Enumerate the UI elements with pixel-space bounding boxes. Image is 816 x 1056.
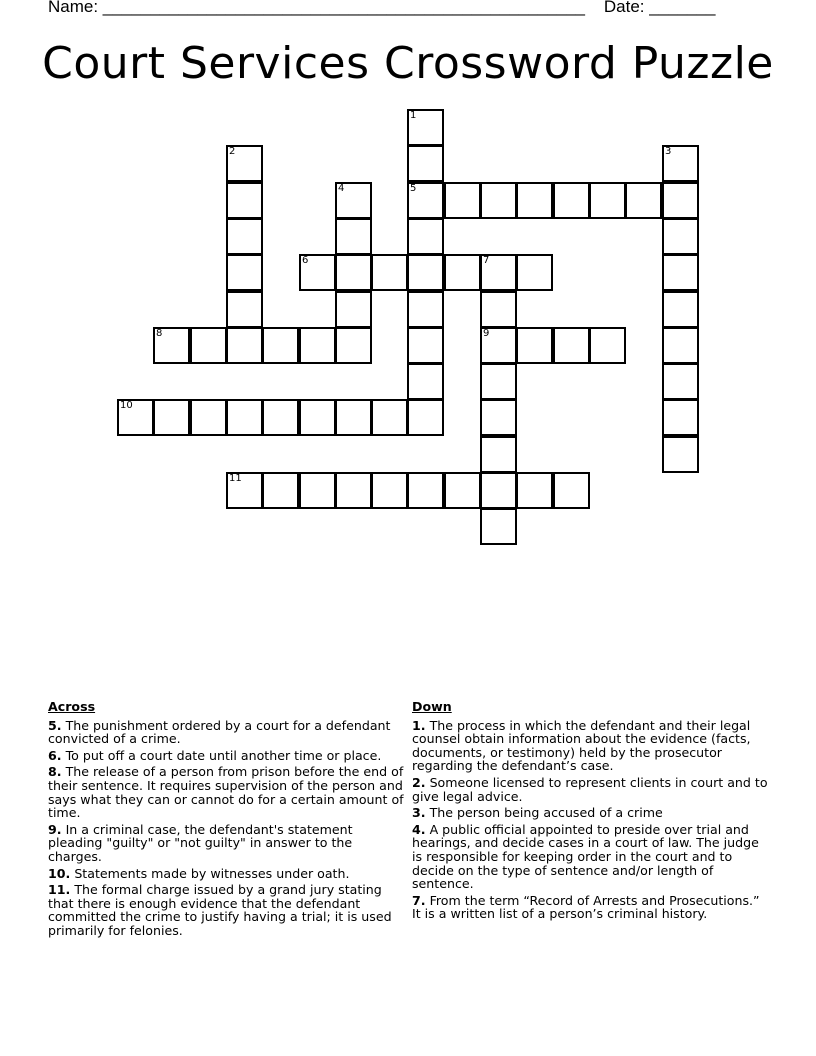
grid-cell[interactable] <box>226 182 263 219</box>
clue-number: 2. <box>412 774 426 790</box>
grid-cell[interactable] <box>516 472 553 509</box>
grid-cell[interactable] <box>299 399 336 436</box>
grid-cell[interactable] <box>226 327 263 364</box>
grid-cell[interactable] <box>153 327 190 364</box>
grid-cell[interactable] <box>371 254 408 291</box>
grid-cell[interactable] <box>335 291 372 328</box>
clue-number: 5. <box>48 717 62 733</box>
cell-number: 9 <box>483 328 490 339</box>
cell-number: 4 <box>338 183 345 194</box>
grid-cell[interactable] <box>190 327 227 364</box>
cell-number: 6 <box>302 255 309 266</box>
grid-cell[interactable] <box>662 291 699 328</box>
grid-cell[interactable] <box>299 327 336 364</box>
grid-cell[interactable] <box>553 472 590 509</box>
cell-number: 10 <box>120 400 133 411</box>
grid-cell[interactable] <box>190 399 227 436</box>
clue-text: To put off a court date until another time or place. <box>61 747 382 763</box>
grid-cell[interactable] <box>516 327 553 364</box>
grid-cell[interactable] <box>662 327 699 364</box>
grid-cell[interactable] <box>226 472 263 509</box>
clue-down-1 <box>412 719 768 773</box>
grid-cell[interactable] <box>516 254 553 291</box>
clue-number: 9. <box>48 821 62 837</box>
grid-cell[interactable] <box>662 145 699 182</box>
grid-cell[interactable] <box>335 327 372 364</box>
grid-cell[interactable] <box>516 182 553 219</box>
clue-down-7 <box>412 894 768 921</box>
grid-cell[interactable] <box>226 218 263 255</box>
grid-cell[interactable] <box>335 399 372 436</box>
grid-cell[interactable] <box>262 472 299 509</box>
grid-cell[interactable] <box>407 291 444 328</box>
grid-cell[interactable] <box>407 363 444 400</box>
grid-cell[interactable] <box>480 508 517 545</box>
grid-cell[interactable] <box>662 399 699 436</box>
grid-cell[interactable] <box>589 182 626 219</box>
grid-cell[interactable] <box>262 399 299 436</box>
clue-text: In a criminal case, the defendant's statement pleading "guilty" or "not guilty" in answer to the charges. <box>48 821 353 864</box>
grid-cell[interactable] <box>662 436 699 473</box>
grid-cell[interactable] <box>662 182 699 219</box>
grid-cell[interactable] <box>226 291 263 328</box>
grid-cell[interactable] <box>299 472 336 509</box>
grid-cell[interactable] <box>407 327 444 364</box>
clue-down-3 <box>412 806 768 820</box>
grid-cell[interactable] <box>153 399 190 436</box>
grid-cell[interactable] <box>480 363 517 400</box>
clue-number: 8. <box>48 764 62 780</box>
grid-cell[interactable] <box>589 327 626 364</box>
clue-across-5 <box>48 719 404 746</box>
clue-number: 3. <box>412 805 426 821</box>
clue-across-9 <box>48 823 404 864</box>
grid-cell[interactable] <box>553 182 590 219</box>
grid-cell[interactable] <box>480 399 517 436</box>
grid-cell[interactable] <box>480 254 517 291</box>
cell-number: 2 <box>229 146 236 157</box>
grid-cell[interactable] <box>480 436 517 473</box>
grid-cell[interactable] <box>335 472 372 509</box>
grid-cell[interactable] <box>444 472 481 509</box>
down-heading: Down <box>412 699 452 714</box>
grid-cell[interactable] <box>480 182 517 219</box>
grid-cell[interactable] <box>662 363 699 400</box>
cell-number: 3 <box>665 146 672 157</box>
clue-number: 6. <box>48 747 62 763</box>
across-heading: Across <box>48 699 96 714</box>
clue-text: A public official appointed to preside over trial and hearings, and decide cases in a court of law. The judge is responsible for keeping order in the court and to decide on the type of sentence and/or length of sentence. <box>412 821 759 892</box>
clue-number: 11. <box>48 882 71 898</box>
cell-number: 1 <box>410 110 417 121</box>
clue-text: The release of a person from prison before the end of their sentence. It requires supervision of the person and says what they can or cannot do for a certain amount of time. <box>48 764 404 821</box>
grid-cell[interactable] <box>407 472 444 509</box>
clue-across-8 <box>48 765 404 819</box>
cell-number: 7 <box>483 255 490 266</box>
grid-cell[interactable] <box>407 182 444 219</box>
grid-cell[interactable] <box>117 399 154 436</box>
grid-cell[interactable] <box>407 254 444 291</box>
grid-cell[interactable] <box>553 327 590 364</box>
grid-cell[interactable] <box>662 218 699 255</box>
grid-cell[interactable] <box>407 218 444 255</box>
grid-cell[interactable] <box>407 399 444 436</box>
grid-cell[interactable] <box>335 182 372 219</box>
grid-cell[interactable] <box>371 472 408 509</box>
clue-down-4 <box>412 823 768 891</box>
clue-text: The formal charge issued by a grand jury stating that there is enough evidence that the defendant committed the crime to justify having a trial; it is used primarily for felonies. <box>48 882 392 938</box>
grid-cell[interactable] <box>444 182 481 219</box>
clue-across-11 <box>48 883 404 937</box>
clue-number: 10. <box>48 865 71 881</box>
grid-cell[interactable] <box>625 182 662 219</box>
grid-cell[interactable] <box>335 254 372 291</box>
cell-number: 8 <box>156 328 163 339</box>
grid-cell[interactable] <box>262 327 299 364</box>
grid-cell[interactable] <box>662 254 699 291</box>
clue-text: The punishment ordered by a court for a defendant convicted of a crime. <box>48 717 391 747</box>
grid-cell[interactable] <box>335 218 372 255</box>
grid-cell[interactable] <box>407 145 444 182</box>
across-clues <box>48 700 404 941</box>
clue-text: Someone licensed to represent clients in court and to give legal advice. <box>412 774 768 804</box>
clue-across-6 <box>48 749 404 763</box>
grid-cell[interactable] <box>480 327 517 364</box>
name-date-line[interactable]: Name: ___________________________________________________ Date: _______ <box>48 0 716 16</box>
clue-number: 1. <box>412 717 426 733</box>
grid-cell[interactable] <box>444 254 481 291</box>
clue-text: Statements made by witnesses under oath. <box>70 865 350 881</box>
cell-number: 11 <box>229 473 242 484</box>
grid-cell[interactable] <box>226 399 263 436</box>
clue-across-10 <box>48 867 404 881</box>
clue-number: 7. <box>412 892 426 908</box>
page-title: Court Services Crossword Puzzle <box>42 38 774 89</box>
clue-text: The process in which the defendant and their legal counsel obtain information about the evidence (facts, documents, or testimony) held by the prosecutor regarding the defendant’s case. <box>412 717 751 774</box>
down-clues <box>412 700 768 924</box>
grid-cell[interactable] <box>480 472 517 509</box>
grid-cell[interactable] <box>480 291 517 328</box>
grid-cell[interactable] <box>299 254 336 291</box>
grid-cell[interactable] <box>371 399 408 436</box>
clue-number: 4. <box>412 821 426 837</box>
grid-cell[interactable] <box>407 109 444 146</box>
grid-cell[interactable] <box>226 145 263 182</box>
clue-down-2 <box>412 776 768 803</box>
grid-cell[interactable] <box>226 254 263 291</box>
clue-text: The person being accused of a crime <box>425 805 663 821</box>
clue-text: From the term “Record of Arrests and Prosecutions.” It is a written list of a person’s criminal history. <box>412 892 760 922</box>
cell-number: 5 <box>410 183 417 194</box>
